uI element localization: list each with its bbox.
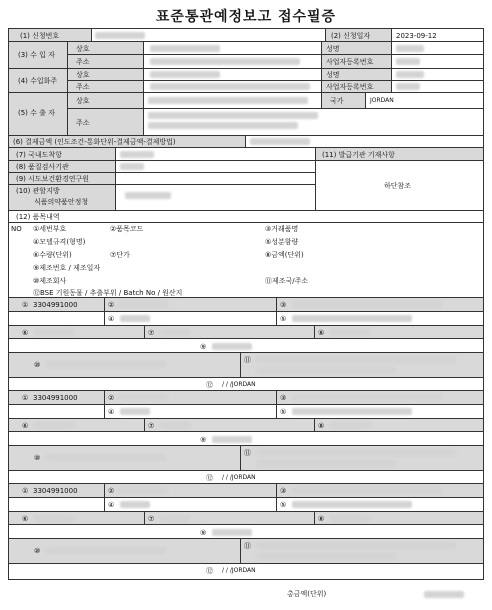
redacted-consignee-biz-no	[396, 83, 420, 90]
redacted-mfg-address-1	[256, 449, 456, 456]
redacted-item-code	[118, 487, 168, 494]
agency-label-2: 식품의약품안정청	[34, 198, 89, 206]
marker: ⑪	[244, 356, 251, 364]
marker: ⑩	[34, 454, 41, 462]
redacted-total	[424, 591, 464, 598]
redacted-importer-name	[150, 45, 220, 52]
marker: ⑨	[200, 436, 207, 444]
redacted-importer-biz-no	[396, 58, 420, 65]
legend-bse: ⑫BSE 기원동물 / 추출부위 / Batch No / 원산지	[33, 289, 183, 297]
exporter-name-label: 상호	[76, 97, 90, 105]
exporter-country: JORDAN	[370, 97, 394, 104]
inspection-label: (8) 품질검사기관	[16, 163, 69, 171]
marker: ⑫	[206, 381, 213, 389]
marker: ①	[22, 301, 29, 309]
marker: ⑩	[34, 547, 41, 555]
redacted-model	[120, 501, 150, 508]
redacted-mfg-address-2	[256, 460, 396, 467]
marker: ⑧	[318, 515, 325, 523]
form-title: 표준통관예정보고 접수필증	[155, 9, 337, 25]
items-label: (12) 품목내역	[16, 213, 60, 221]
item-hs-code: 3304991000	[33, 394, 78, 402]
redacted-item-code	[118, 301, 168, 308]
consignee-address-label: 주소	[76, 83, 90, 91]
redacted-trade-name	[292, 487, 442, 494]
consignee-biz-no-label: 사업자등록번호	[326, 83, 374, 91]
redacted-trade-name	[292, 394, 442, 401]
marker: ②	[108, 394, 115, 402]
redacted-unit-price	[160, 515, 190, 522]
item-hs-code: 3304991000	[33, 301, 78, 309]
total-label: 총금액(단위)	[287, 590, 327, 598]
redacted-payment	[250, 138, 310, 145]
item-origin: / / /JORDAN	[222, 381, 256, 388]
redacted-mfg-address-2	[256, 553, 396, 560]
marker: ①	[22, 487, 29, 495]
marker: ②	[108, 487, 115, 495]
request-date: 2023-09-12	[396, 32, 437, 40]
marker: ⑤	[280, 501, 287, 509]
redacted-mfg-no	[212, 436, 252, 443]
marker: ⑧	[318, 329, 325, 337]
marker: ④	[108, 408, 115, 416]
exporter-address-label: 주소	[76, 119, 90, 127]
redacted-amount	[330, 422, 370, 429]
redacted-mfg-no	[212, 343, 252, 350]
see-below: 하단참조	[384, 182, 412, 190]
legend-quantity: ⑥수량(단위)	[33, 251, 72, 259]
redacted-inspection	[120, 163, 144, 170]
redacted-item-code	[118, 394, 168, 401]
issuer-label: (11) 발급기관 기재사항	[322, 151, 395, 159]
legend-model: ④모델규격(형명)	[33, 238, 86, 246]
redacted-model	[120, 315, 150, 322]
redacted-exporter-address-1	[148, 112, 318, 119]
redacted-amount	[330, 515, 370, 522]
request-no-label: (1) 신청번호	[20, 32, 60, 40]
marker: ⑥	[22, 329, 29, 337]
legend-mfg-country: ⑪제조국/주소	[265, 277, 309, 285]
marker: ④	[108, 315, 115, 323]
importer-label: (3) 수 입 자	[18, 51, 55, 59]
payment-label: (6) 결제금액 (인도조건-통화단위-결제금액-결제방법)	[13, 138, 176, 146]
consignee-rep-label: 성명	[326, 71, 340, 79]
redacted-importer-rep	[396, 45, 424, 52]
importer-name-label: 상호	[76, 45, 90, 53]
legend-manufacturer: ⑩제조회사	[33, 277, 67, 285]
marker: ⑧	[318, 422, 325, 430]
request-date-label: (2) 신청일자	[331, 32, 371, 40]
item-hs-code: 3304991000	[33, 487, 78, 495]
marker: ⑪	[244, 542, 251, 550]
redacted-exporter-address-2	[148, 122, 298, 129]
legend-item-code: ②품목코드	[110, 225, 144, 233]
port-label: (7) 국내도착항	[16, 151, 62, 159]
marker: ⑥	[22, 422, 29, 430]
marker: ③	[280, 394, 287, 402]
marker: ⑤	[280, 315, 287, 323]
marker: ②	[108, 301, 115, 309]
redacted-mfg-address-1	[256, 356, 456, 363]
redacted-quantity	[34, 329, 74, 336]
item-origin: / / /JORDAN	[222, 567, 256, 574]
redacted-consignee-name	[150, 71, 220, 78]
marker: ⑫	[206, 474, 213, 482]
marker: ⑤	[280, 408, 287, 416]
marker: ①	[22, 394, 29, 402]
redacted-mfg-no	[212, 529, 252, 536]
health-label: (9) 시도보건환경연구원	[16, 175, 89, 183]
marker: ⑩	[34, 361, 41, 369]
legend-amount: ⑧금액(단위)	[265, 251, 304, 259]
marker: ⑦	[148, 422, 155, 430]
marker: ③	[280, 301, 287, 309]
marker: ③	[280, 487, 287, 495]
redacted-agency	[125, 192, 171, 199]
redacted-mfg-address-1	[256, 542, 456, 549]
exporter-country-label: 국가	[330, 97, 344, 105]
consignee-label: (4) 수입화주	[18, 77, 58, 85]
redacted-quantity	[34, 515, 74, 522]
redacted-consignee-rep	[396, 71, 424, 78]
redacted-ingredients	[292, 315, 412, 322]
redacted-ingredients	[292, 408, 412, 415]
redacted-manufacturer	[46, 547, 166, 554]
redacted-quantity	[34, 422, 74, 429]
marker: ⑦	[148, 515, 155, 523]
marker: ⑥	[22, 515, 29, 523]
redacted-unit-price	[160, 422, 190, 429]
agency-label: (10) 관할지방	[16, 187, 60, 195]
redacted-mfg-address-2	[256, 367, 396, 374]
redacted-consignee-address	[150, 83, 310, 90]
redacted-manufacturer	[46, 361, 166, 368]
marker: ⑫	[206, 567, 213, 575]
item-origin: / / /JORDAN	[222, 474, 256, 481]
marker: ⑨	[200, 343, 207, 351]
redacted-unit-price	[160, 329, 190, 336]
legend-ingredients: ⑤성분함량	[265, 238, 299, 246]
redacted-ingredients	[292, 501, 412, 508]
marker: ⑪	[244, 449, 251, 457]
importer-biz-no-label: 사업자등록번호	[326, 58, 374, 66]
redacted-port	[120, 151, 154, 158]
redacted-model	[120, 408, 150, 415]
redacted-request-no	[95, 32, 145, 39]
marker: ⑦	[148, 329, 155, 337]
redacted-amount	[330, 329, 370, 336]
redacted-trade-name	[292, 301, 442, 308]
importer-address-label: 주소	[76, 58, 90, 66]
marker: ⑨	[200, 529, 207, 537]
redacted-importer-address	[150, 58, 300, 65]
marker: ④	[108, 501, 115, 509]
legend-no: NO	[11, 225, 22, 233]
legend-unit-price: ⑦단가	[110, 251, 130, 259]
legend-hs-code: ①세번부호	[33, 225, 67, 233]
importer-rep-label: 성명	[326, 45, 340, 53]
redacted-manufacturer	[46, 454, 166, 461]
legend-trade-name: ③거래품명	[265, 225, 299, 233]
consignee-name-label: 상호	[76, 71, 90, 79]
legend-mfg-no: ⑨제조번호 / 제조일자	[33, 264, 101, 272]
exporter-label: (5) 수 출 자	[18, 109, 55, 117]
redacted-exporter-name	[148, 97, 308, 104]
